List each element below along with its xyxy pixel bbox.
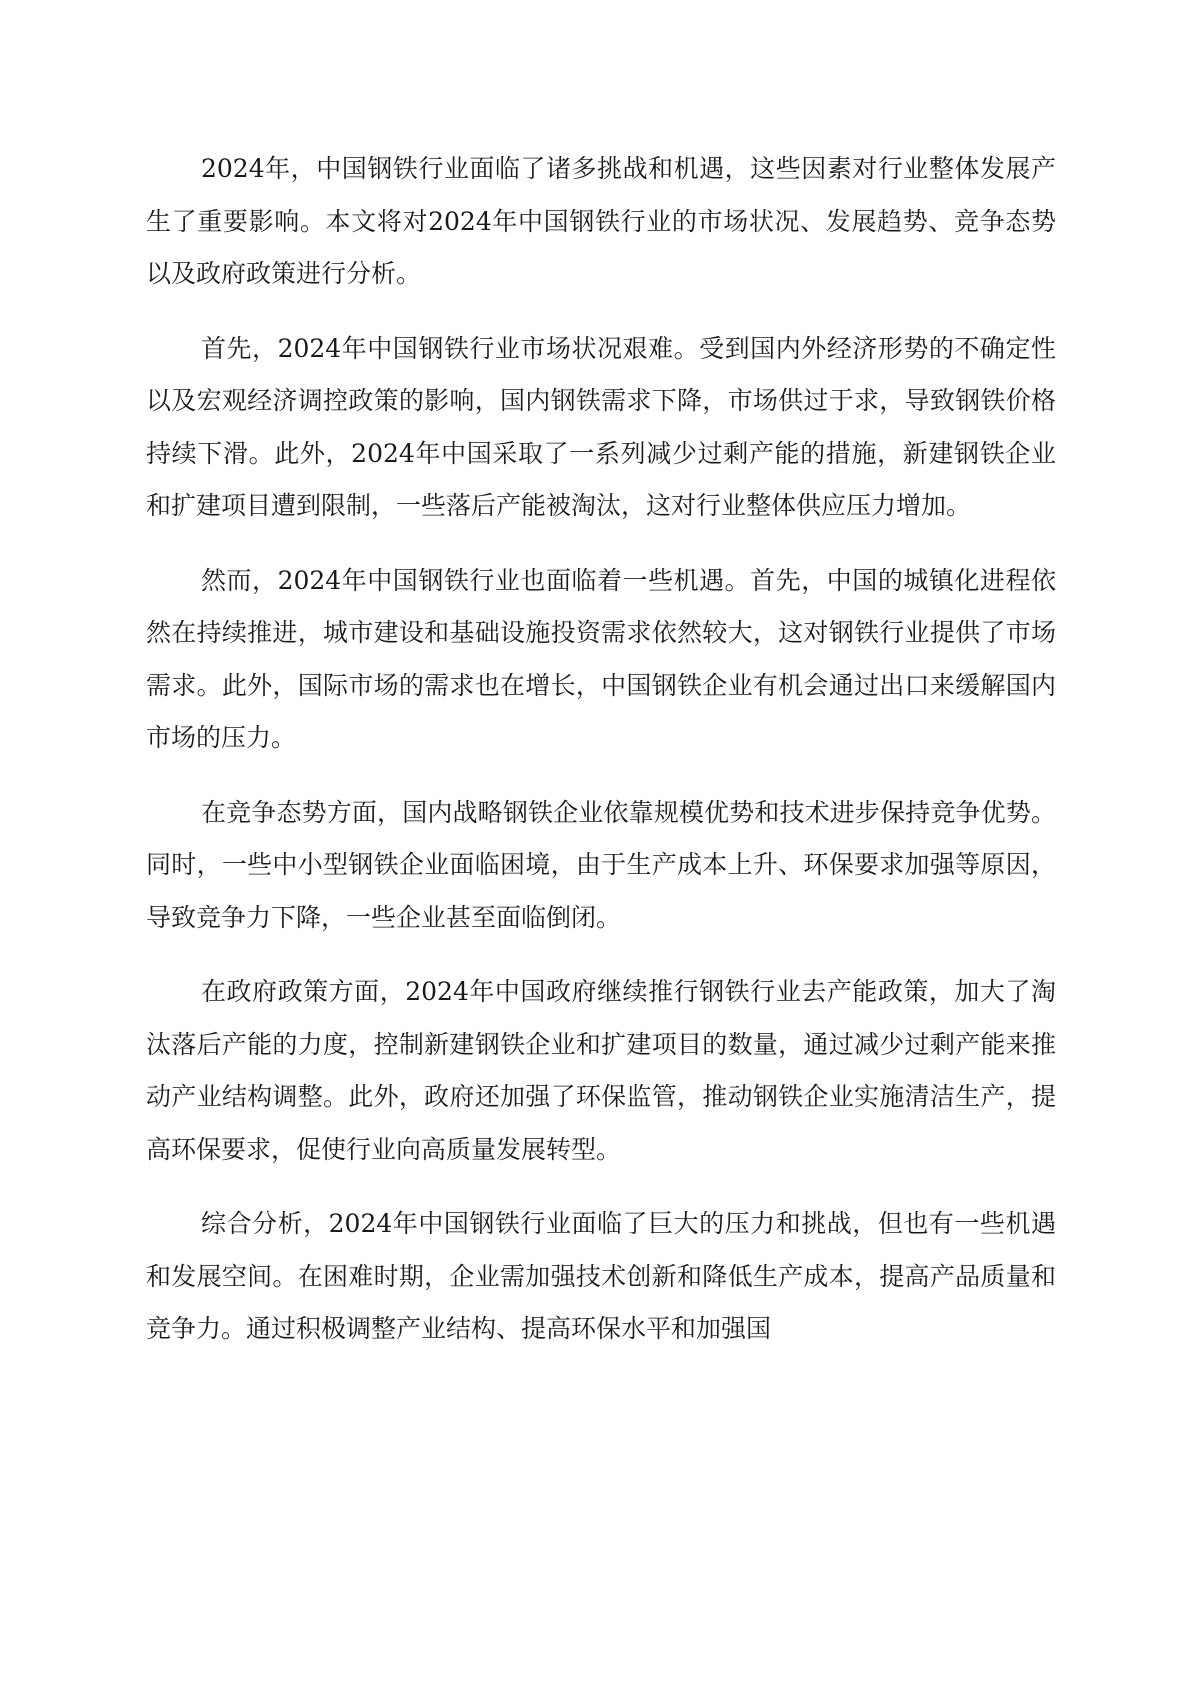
document-body [146,143,1056,1378]
paragraph-competition: 在竞争态势方面，国内战略钢铁企业依靠规模优势和技术进步保持竞争优势。同时，一些中小型钢铁企业面临困境，由于生产成本上升、环保要求加强等原因，导致竞争力下降，一些企业甚至面临倒闭。 [146,797,1056,932]
paragraph-intro: 2024年，中国钢铁行业面临了诸多挑战和机遇，这些因素对行业整体发展产生了重要影响。本文将对2024年中国钢铁行业的市场状况、发展趋势、竞争态势以及政府政策进行分析。 [146,154,1056,288]
paragraph-market-conditions: 首先，2024年中国钢铁行业市场状况艰难。受到国内外经济形势的不确定性以及宏观经济调控政策的影响，国内钢铁需求下降，市场供过于求，导致钢铁价格持续下滑。此外，2024年中国采取了一系列减少过剩产能的措施，新建钢铁企业和扩建项目遭到限制，一些落后产能被淘汰，这对行业整体供应压力增加。 [146,333,1056,520]
paragraph-government-policy: 在政府政策方面，2024年中国政府继续推行钢铁行业去产能政策，加大了淘汰落后产能的力度，控制新建钢铁企业和扩建项目的数量，通过减少过剩产能来推动产业结构调整。此外，政府还加强了环保监管，推动钢铁企业实施清洁生产，提高环保要求，促使行业向高质量发展转型。 [146,977,1056,1164]
paragraph-opportunities: 然而，2024年中国钢铁行业也面临着一些机遇。首先，中国的城镇化进程依然在持续推进，城市建设和基础设施投资需求依然较大，这对钢铁行业提供了市场需求。此外，国际市场的需求也在增长，中国钢铁企业有机会通过出口来缓解国内市场的压力。 [146,565,1056,752]
paragraph-summary: 综合分析，2024年中国钢铁行业面临了巨大的压力和挑战，但也有一些机遇和发展空间。在困难时期，企业需加强技术创新和降低生产成本，提高产品质量和竞争力。通过积极调整产业结构、提高环保水平和加强国 [146,1209,1056,1343]
